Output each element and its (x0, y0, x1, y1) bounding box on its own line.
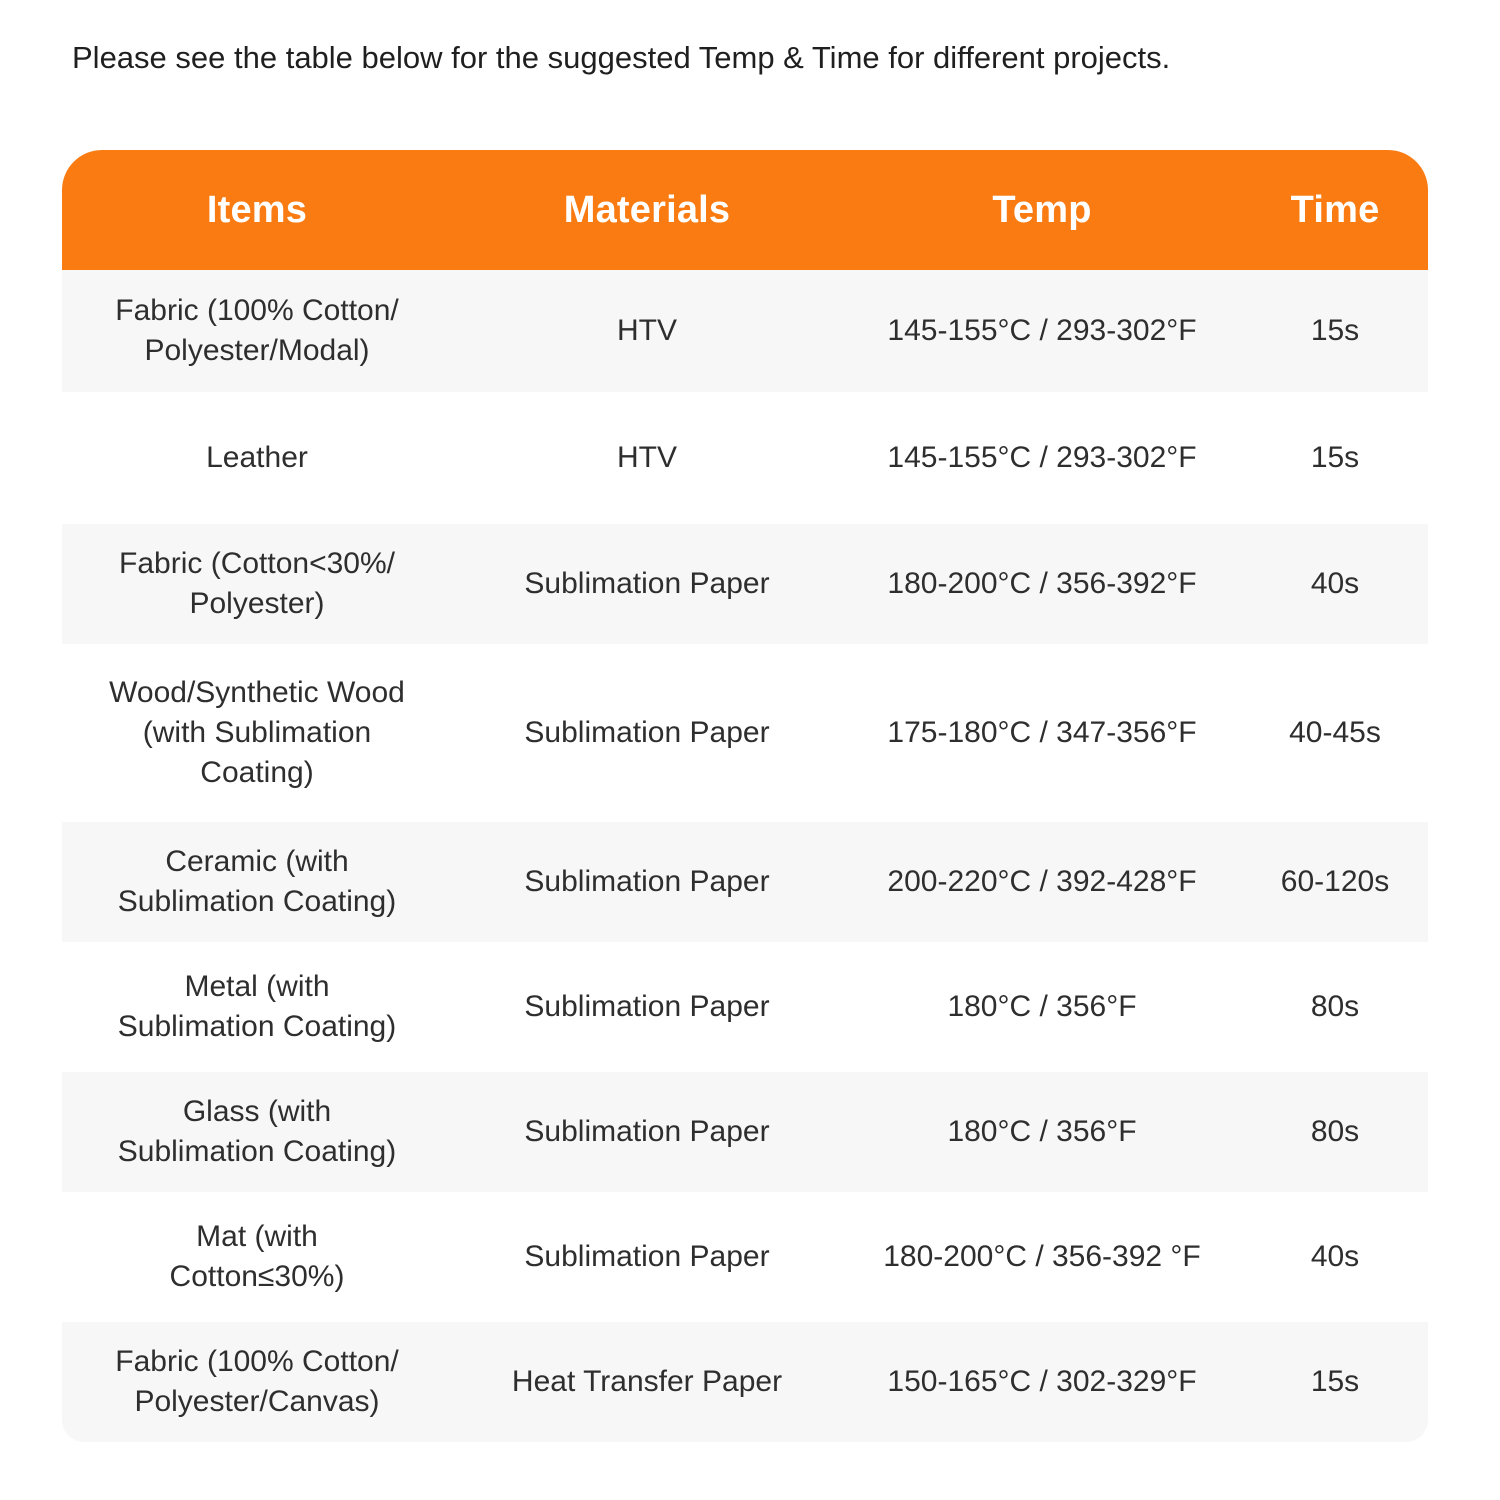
time-cell: 80s (1310, 990, 1360, 1023)
time-cell: 15s (1310, 1365, 1360, 1398)
settings-table (62, 150, 1428, 1442)
material-cell: Sublimation Paper (524, 865, 770, 898)
temp-cell: 200-220°C / 392-428°F (887, 865, 1197, 898)
temp-cell: 145-155°C / 293-302°F (887, 441, 1197, 474)
temp-cell: 150-165°C / 302-329°F (887, 1365, 1197, 1398)
temp-cell: 175-180°C / 347-356°F (887, 716, 1197, 749)
material-cell: Sublimation Paper (524, 567, 770, 600)
item-cell: Fabric (100% Cotton/ Polyester/Canvas) (115, 1345, 399, 1418)
time-cell: 40s (1310, 1240, 1360, 1273)
temp-cell: 145-155°C / 293-302°F (887, 314, 1197, 347)
temp-cell: 180-200°C / 356-392°F (887, 567, 1197, 600)
temp-cell: 180-200°C / 356-392 °F (883, 1240, 1201, 1273)
header-time: Time (1290, 188, 1380, 231)
material-cell: Sublimation Paper (524, 1240, 770, 1273)
time-cell: 15s (1310, 441, 1360, 474)
item-cell: Ceramic (with Sublimation Coating) (117, 845, 397, 918)
header-temp: Temp (992, 188, 1092, 231)
item-cell: Fabric (100% Cotton/ Polyester/Modal) (115, 294, 399, 367)
material-cell: HTV (617, 441, 677, 474)
table-row (62, 1322, 1428, 1442)
table-row (62, 524, 1428, 644)
time-cell: 15s (1310, 314, 1360, 347)
material-cell: Sublimation Paper (524, 990, 770, 1023)
material-cell: Heat Transfer Paper (511, 1365, 783, 1398)
material-cell: Sublimation Paper (524, 1115, 770, 1148)
table-row (62, 1072, 1428, 1192)
time-cell: 40s (1310, 567, 1360, 600)
table-row (62, 1192, 1428, 1322)
table-row (62, 392, 1428, 524)
item-cell: Mat (with Cotton≤30%) (169, 1220, 345, 1293)
time-cell: 40-45s (1289, 716, 1381, 749)
temp-cell: 180°C / 356°F (947, 1115, 1137, 1148)
time-cell: 60-120s (1280, 865, 1390, 898)
table-row (62, 644, 1428, 822)
table-row (62, 822, 1428, 942)
item-cell: Fabric (Cotton<30%/ Polyester) (119, 547, 395, 620)
item-cell: Leather (206, 441, 308, 474)
material-cell: HTV (617, 314, 677, 347)
item-cell: Wood/Synthetic Wood (with Sublimation Coating) (109, 676, 405, 789)
intro-text: Please see the table below for the suggested Temp & Time for different projects. (72, 40, 1171, 75)
item-cell: Glass (with Sublimation Coating) (117, 1095, 397, 1168)
temp-cell: 180°C / 356°F (947, 990, 1137, 1023)
header-materials: Materials (563, 188, 731, 231)
table-header (62, 150, 1428, 270)
header-items: Items (206, 188, 308, 231)
time-cell: 80s (1310, 1115, 1360, 1148)
table-row (62, 942, 1428, 1072)
material-cell: Sublimation Paper (524, 716, 770, 749)
table-row (62, 270, 1428, 392)
item-cell: Metal (with Sublimation Coating) (117, 970, 397, 1043)
